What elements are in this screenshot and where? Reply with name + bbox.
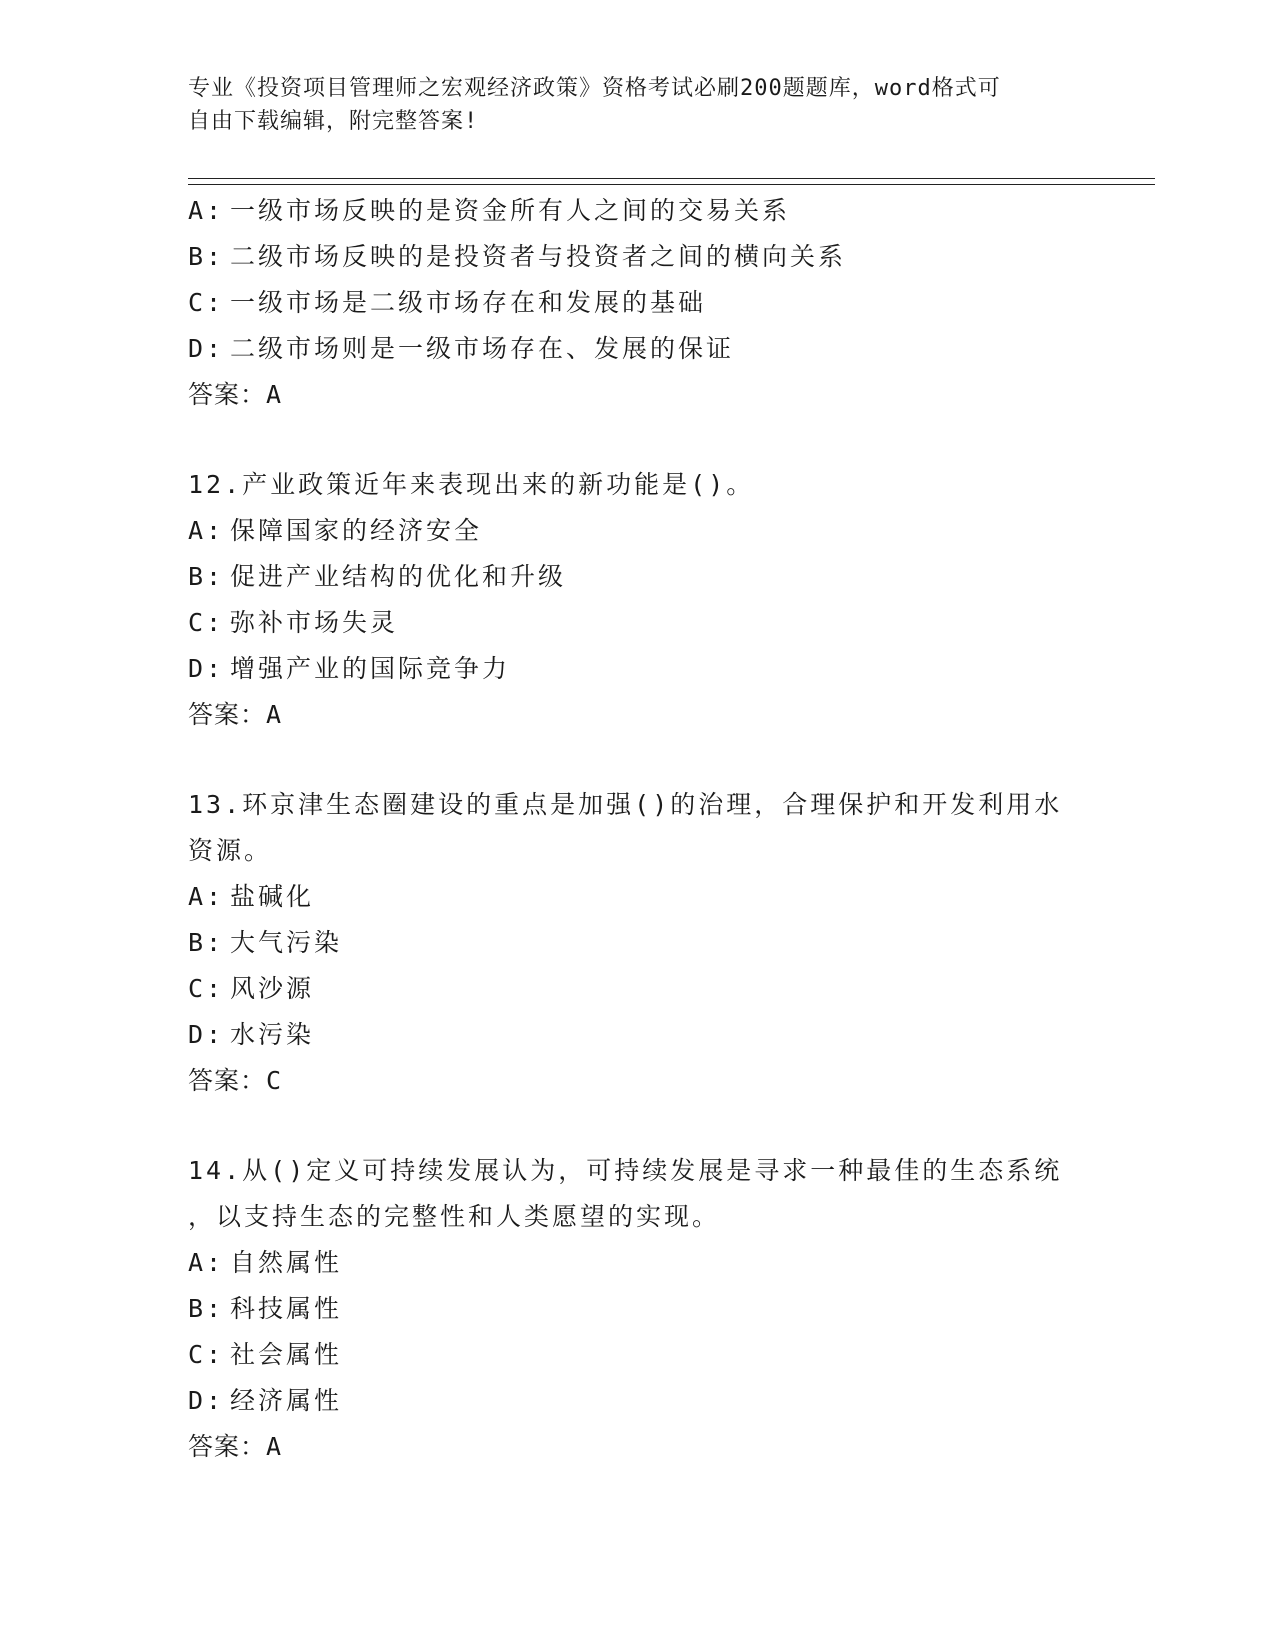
header-divider: [188, 178, 1155, 185]
option-d: D: 经济属性: [188, 1386, 343, 1415]
header-line-1: 专业《投资项目管理师之宏观经济政策》资格考试必刷200题题库，word格式可: [188, 76, 1001, 101]
question-14: [188, 1148, 1088, 1470]
option-b: B: 促进产业结构的优化和升级: [188, 562, 567, 591]
question-stem-line: 资源。: [188, 836, 273, 865]
option-d: D: 水污染: [188, 1020, 315, 1049]
option-a: A: 保障国家的经济安全: [188, 516, 483, 545]
question-12: [188, 462, 1088, 738]
option-c: C: 一级市场是二级市场存在和发展的基础: [188, 288, 707, 317]
answer-line: 答案：C: [188, 1066, 283, 1095]
option-a: A: 自然属性: [188, 1248, 343, 1277]
header-line-2: 自由下载编辑，附完整答案!: [188, 109, 479, 134]
option-b: B: 二级市场反映的是投资者与投资者之间的横向关系: [188, 242, 847, 271]
option-c: C: 风沙源: [188, 974, 315, 1003]
question-stem-line: ，以支持生态的完整性和人类愿望的实现。: [188, 1202, 721, 1231]
option-d: D: 二级市场则是一级市场存在、发展的保证: [188, 334, 735, 363]
document-header: [188, 72, 1068, 138]
answer-line: 答案：A: [188, 700, 283, 729]
question-list: [188, 188, 1088, 1514]
question-13: [188, 782, 1088, 1104]
option-a: A: 盐碱化: [188, 882, 315, 911]
option-d: D: 增强产业的国际竞争力: [188, 654, 511, 683]
option-b: B: 大气污染: [188, 928, 343, 957]
question-stem-line: 12.产业政策近年来表现出来的新功能是()。: [188, 470, 755, 499]
question-stem: [188, 462, 1088, 508]
question-stem-line: 14.从()定义可持续发展认为，可持续发展是寻求一种最佳的生态系统: [188, 1156, 1063, 1185]
option-b: B: 科技属性: [188, 1294, 343, 1323]
question-stem: [188, 1148, 1088, 1240]
question-stem-line: 13.环京津生态圈建设的重点是加强()的治理，合理保护和开发利用水: [188, 790, 1063, 819]
answer-line: 答案：A: [188, 1432, 283, 1461]
answer-line: 答案：A: [188, 380, 283, 409]
option-c: C: 弥补市场失灵: [188, 608, 399, 637]
option-a: A: 一级市场反映的是资金所有人之间的交易关系: [188, 196, 791, 225]
question-stem: [188, 782, 1088, 874]
option-c: C: 社会属性: [188, 1340, 343, 1369]
question-11: [188, 188, 1088, 418]
